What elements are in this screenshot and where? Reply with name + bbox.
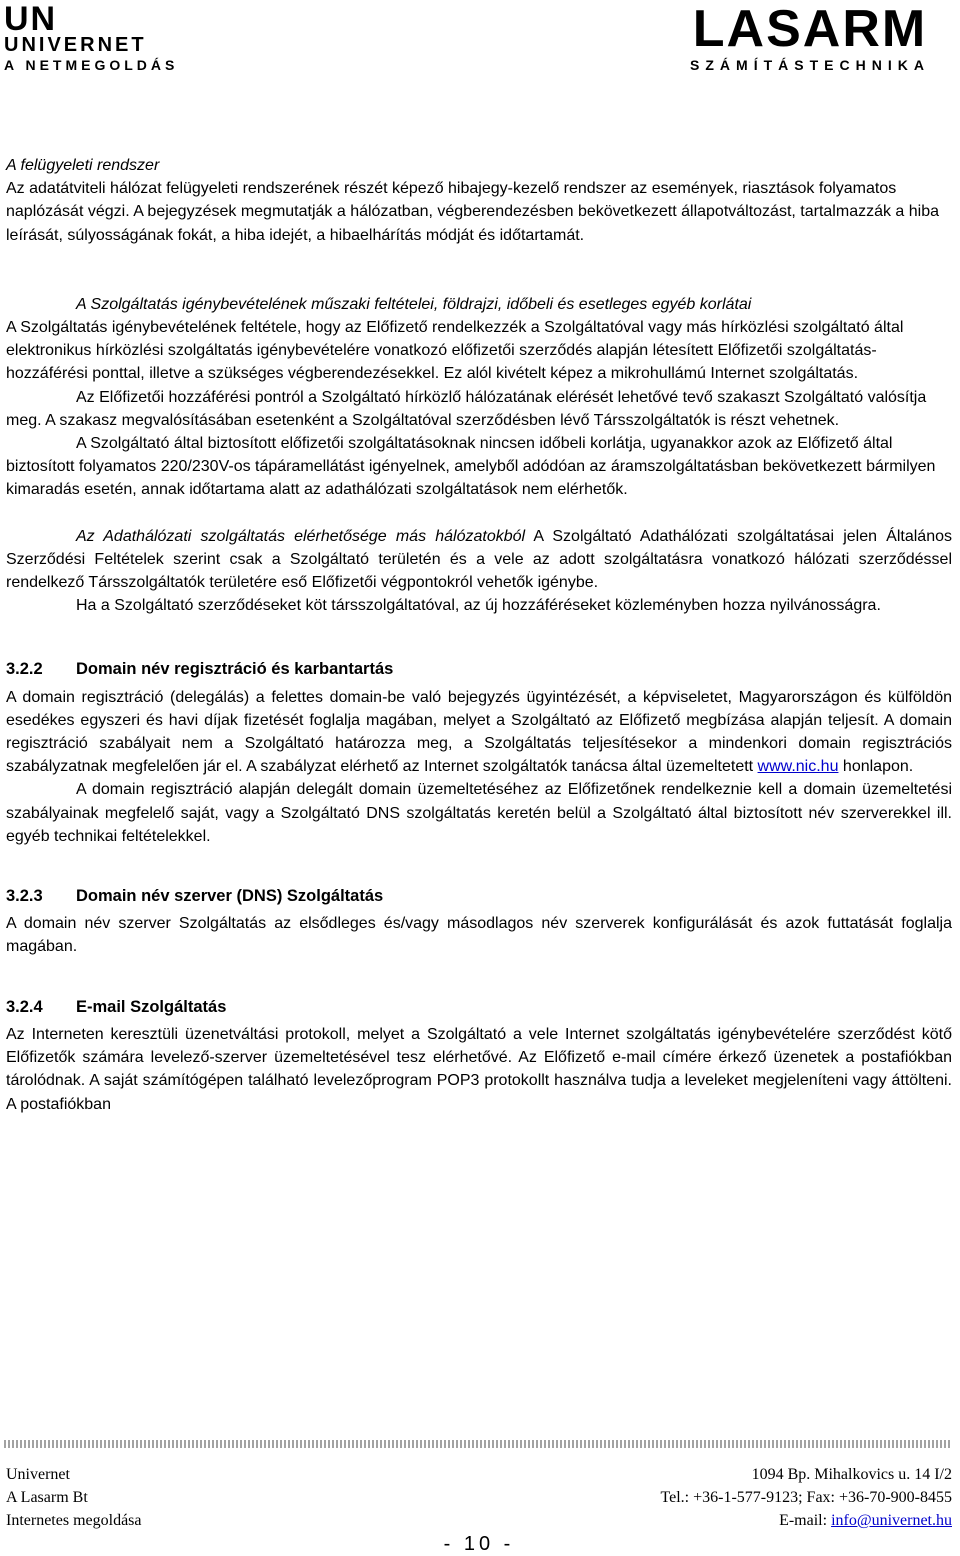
spacer: [6, 247, 952, 270]
paragraph-conditions-3: A Szolgáltató által biztosított előfizetői szolgáltatásoknak nincsen időbeli korlátja, ugyanakkor azok az Előfizető által biztosított folyamatos 220/230V-os tápáramellátást igényelnek, amelyből adódóan az áramszolgáltatásban bekövetkezett bármilyen kimaradás esetén, annak időtartama alatt az adathálózati szolgáltatások nem elérhetők.: [6, 435, 936, 499]
lasarm-logo-tagline: SZÁMÍTÁSTECHNIKA: [690, 57, 930, 73]
heading-number: 3.2.2: [6, 660, 43, 679]
paragraph-email: Az Interneten keresztüli üzenetváltási protokoll, melyet a Szolgáltató a vele Internet szolgáltatás igénybevételére szerződést kötő Előfizetők számára levelező-szerver üzemeltetésével tesz elérhetővé. Az Előfizető e-mail címére érkező üzenetek a postafiókban tárolódnak. A saját számítógépen található levelezőprogram POP3 protokollt használva tudja a leveleket megjeleníteni vagy áttölteni. A postafiókban: [6, 1025, 952, 1113]
footer-email-link[interactable]: info@univernet.hu: [831, 1512, 952, 1529]
heading-text: E-mail Szolgáltatás: [76, 997, 227, 1016]
paragraph-availability-2: Ha a Szolgáltató szerződéseket köt társszolgáltatóval, az új hozzáféréseket közleményben hozza nyilvánosságra.: [76, 597, 881, 615]
footer-email-label: E-mail:: [779, 1512, 832, 1529]
paragraph-dns: A domain név szerver Szolgáltatás az elsődleges és/vagy másodlagos név szerverek konfigurálását és azok futtatását foglalja magában.: [6, 915, 952, 956]
paragraph-domain-text: A domain regisztráció (delegálás) a felettes domain-be való bejegyzés ügyintézését, a képviseletet, Magyarországon és külföldön esedékes egyszeri és havi díjak fizetését foglalja magában, melyet a Szolgáltató az Előfizető megbízása alapján teljesít. A domain regisztráció szabályait nem a Szolgáltató határozza meg, a Szolgáltatás teljesítésekor a mindenkori domain regisztrációs szabályzatnak megfelelően jár el. A szabályzat elérhető az Internet szolgáltatók tanácsa által üzemeltetett: [6, 688, 952, 776]
page-number: - 10 -: [443, 1533, 515, 1555]
spacer: [6, 848, 952, 871]
page-footer: [6, 1463, 952, 1555]
heading-text: Domain név regisztráció és karbantartás: [76, 660, 394, 679]
paragraph-availability-text: A Szolgáltató Adathálózati szolgáltatásai jelen Általános Szerződési Feltételek szerint csak a Szolgáltató területén és a vele az adott szolgáltatásra vonatkozó hálózati szerződéssel rendelkező Társszolgáltatók területére eső Előfizetői végpontokról vehetők igénybe.: [6, 527, 952, 592]
heading-email: [6, 996, 952, 1019]
paragraph-monitoring: Az adatátviteli hálózat felügyeleti rendszerének részét képező hibajegy-kezelő rendszer az események, riasztások folyamatos naplózását végzi. A bejegyzések megmutatják a hálózatban, végberendezésben bekövetkezett állapotváltozást, tartalmazzák a hiba leírását, súlyosságának fokát, a hiba idejét, a hibaelhárítás módját és időtartamát.: [6, 180, 940, 244]
document-body: [6, 154, 952, 1116]
spacer: [6, 640, 952, 658]
spacer: [6, 502, 952, 525]
section-title-technical-conditions: A Szolgáltatás igénybevételének műszaki feltételei, földrajzi, időbeli és esetleges egyéb korlátai: [76, 295, 752, 313]
footer-left: [6, 1463, 142, 1532]
paragraph-availability-1: [6, 525, 952, 595]
footer-company: Univernet: [6, 1466, 70, 1483]
univernet-logo-brand: UNIVERNET: [4, 34, 147, 56]
lasarm-logo: [670, 2, 950, 82]
heading-number: 3.2.3: [6, 887, 43, 906]
paragraph-conditions-1: A Szolgáltatás igénybevételének feltétele, hogy az Előfizető rendelkezzék a Szolgáltatóval vagy más hírközlési szolgáltató által elektronikus hírközlési szolgáltatás igénybevételére vonatkozó előfizetői szerződés alapján létesített Előfizetői szolgáltatás-hozzáférési ponttal, illetve a szükséges végberendezésekkel. Ez alól kivételt képez a mikrohullámú Internet szolgáltatás.: [6, 319, 904, 383]
footer-owner: A Lasarm Bt: [6, 1489, 88, 1506]
spacer: [6, 982, 952, 996]
heading-dns: [6, 885, 952, 908]
section-title-monitoring: A felügyeleti rendszer: [6, 157, 160, 174]
spacer: [6, 871, 952, 885]
univernet-logo-tagline: A NETMEGOLDÁS: [4, 57, 179, 73]
paragraph-domain-end: honlapon.: [838, 758, 914, 776]
footer-address: 1094 Bp. Mihalkovics u. 14 I/2: [751, 1466, 952, 1483]
heading-text: Domain név szerver (DNS) Szolgáltatás: [76, 887, 384, 906]
paragraph-domain-1: [6, 686, 952, 779]
univernet-logo-mark: UN: [4, 0, 58, 38]
heading-number: 3.2.4: [6, 997, 43, 1016]
footer-phone: Tel.: +36-1-577-9123; Fax: +36-70-900-8455: [660, 1489, 952, 1506]
heading-domain-registration: [6, 658, 952, 681]
spacer: [6, 959, 952, 982]
footer-right: [660, 1463, 952, 1532]
footer-tagline: Internetes megoldása: [6, 1512, 142, 1529]
spacer: [6, 617, 952, 640]
lasarm-logo-brand: LASARM: [692, 0, 928, 58]
section-title-availability: Az Adathálózati szolgáltatás elérhetősége más hálózatokból: [76, 527, 526, 545]
paragraph-domain-2: A domain regisztráció alapján delegált domain üzemeltetéséhez az Előfizetőnek rendelkeznie kell a domain üzemeltetési szabályainak megfelelő saját, vagy a Szolgáltató DNS szolgáltatás keretén belül a Szolgáltató által biztosított név szerverekkel ill. egyéb technikai feltételekkel.: [6, 781, 952, 845]
spacer: [6, 270, 952, 293]
footer-divider: [4, 1440, 950, 1448]
paragraph-conditions-2: Az Előfizetői hozzáférési pontról a Szolgáltató hírközlő hálózatának elérését lehetővé tevő szakaszt Szolgáltató valósítja meg. A szakasz megvalósításában esetenként a Szolgáltatóval szerződésben lévő Társszolgáltatók is részt vehetnek.: [6, 388, 927, 429]
univernet-logo: [4, 0, 204, 74]
footer-email-line: [660, 1509, 952, 1532]
nic-hu-link[interactable]: www.nic.hu: [757, 758, 839, 776]
